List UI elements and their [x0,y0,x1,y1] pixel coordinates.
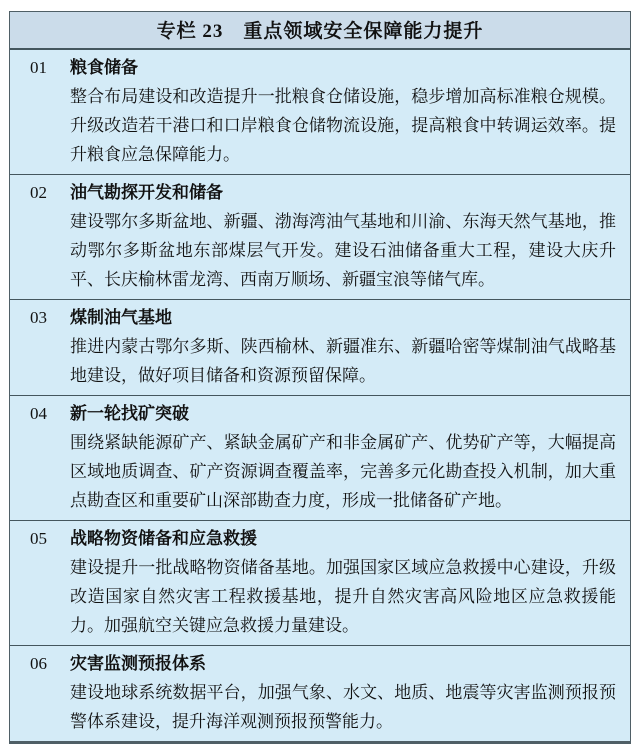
section-heading-row [30,399,616,428]
section-number: 06 [30,654,47,673]
section-row [10,395,630,520]
section-body: 围绕紧缺能源矿产、紧缺金属矿产和非金属矿产、优势矿产等，大幅提高区域地质调查、矿产资源调查覆盖率，完善多元化勘查投入机制，加大重点勘查区和重要矿山深部勘查力度，形成一批储备矿产地。 [70,433,616,510]
section-heading: 新一轮找矿突破 [70,404,189,423]
section-heading-row [30,178,616,207]
section-row [10,299,630,395]
section-heading-row [30,53,616,82]
section-row [10,520,630,645]
section-number: 01 [30,58,47,77]
section-heading: 灾害监测预报体系 [70,654,206,673]
box-title: 专栏 23 重点领域安全保障能力提升 [10,12,630,50]
section-number: 03 [30,308,47,327]
section-row [10,645,630,741]
section-heading-row [30,303,616,332]
section-row [10,50,630,174]
section-number: 02 [30,183,47,202]
section-number: 05 [30,529,47,548]
section-body: 整合布局建设和改造提升一批粮食仓储设施，稳步增加高标准粮仓规模。升级改造若干港口和口岸粮食仓储物流设施，提高粮食中转调运效率。提升粮食应急保障能力。 [70,87,616,164]
section-row [10,174,630,299]
section-heading-row [30,649,616,678]
section-body: 建设提升一批战略物资储备基地。加强国家区域应急救援中心建设，升级改造国家自然灾害工程救援基地，提升自然灾害高风险地区应急救援能力。加强航空关键应急救援力量建设。 [70,558,616,635]
section-body: 建设地球系统数据平台，加强气象、水文、地质、地震等灾害监测预报预警体系建设，提升海洋观测预报预警能力。 [70,683,616,731]
section-heading: 油气勘探开发和储备 [70,183,223,202]
section-number: 04 [30,404,47,423]
section-heading: 煤制油气基地 [70,308,172,327]
section-body: 建设鄂尔多斯盆地、新疆、渤海湾油气基地和川渝、东海天然气基地，推动鄂尔多斯盆地东部煤层气开发。建设石油储备重大工程，建设大庆升平、长庆榆林雷龙湾、西南万顺场、新疆宝浪等储气库。 [70,212,616,289]
column-box [9,11,631,744]
section-heading: 粮食储备 [70,58,138,77]
section-heading-row [30,524,616,553]
section-heading: 战略物资储备和应急救援 [70,529,257,548]
section-body: 推进内蒙古鄂尔多斯、陕西榆林、新疆准东、新疆哈密等煤制油气战略基地建设，做好项目储备和资源预留保障。 [70,337,616,385]
